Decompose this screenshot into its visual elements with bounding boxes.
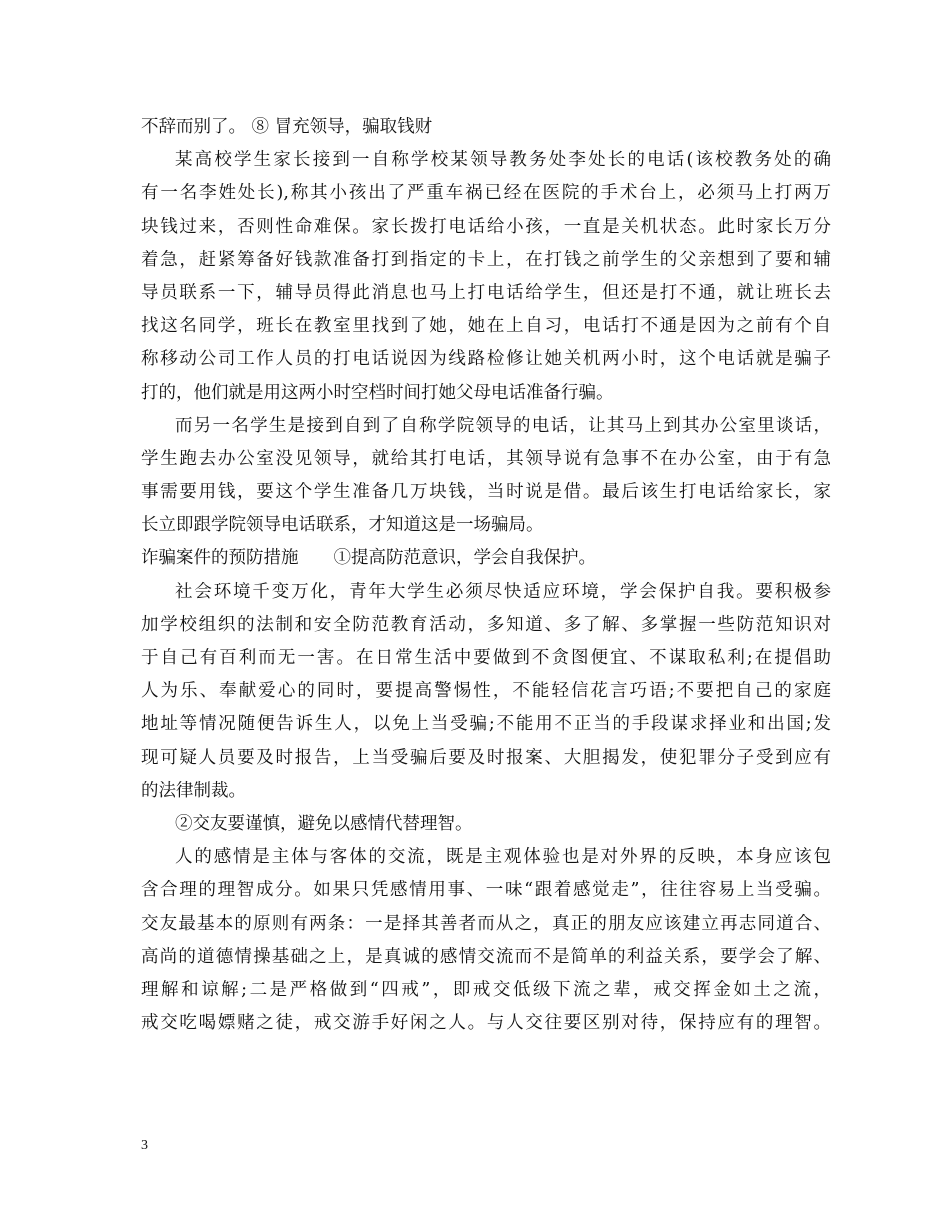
text-line: 不辞而别了。 ⑧ 冒充领导，骗取钱财 — [141, 117, 433, 137]
document-body — [141, 111, 831, 1040]
section-heading: 诈骗案件的预防措施 ①提高防范意识，学会自我保护。 — [141, 548, 596, 569]
text-line: 导员联系一下，辅导员得此消息也马上打电话给学生，但还是打不通，就让班长去 — [141, 282, 831, 303]
text-line: 长立即跟学院领导电话联系，才知道这是一场骗局。 — [141, 515, 544, 536]
paragraph-first-line: 而另一名学生是接到自到了自称学院领导的电话，让其马上到其办公室里谈话， — [175, 415, 831, 436]
text-line: 的法律制裁。 — [141, 780, 246, 801]
text-line: 高尚的道德情操基础之上，是真诚的感情交流而不是简单的利益关系，要学会了解、 — [141, 946, 831, 967]
text-line: 事需要用钱，要这个学生准备几万块钱，当时说是借。最后该生打电话给家长，家 — [141, 482, 831, 503]
text-line: 理解和谅解;二是严格做到“四戒”，即戒交低级下流之辈，戒交挥金如土之流， — [141, 979, 831, 1000]
text-line: 打的，他们就是用这两小时空档时间打她父母电话准备行骗。 — [141, 382, 614, 403]
text-line: 含合理的理智成分。如果只凭感情用事、一味“跟着感觉走”，往往容易上当受骗。 — [141, 880, 831, 901]
paragraph-first-line: 人的感情是主体与客体的交流，既是主观体验也是对外界的反映，本身应该包 — [175, 847, 831, 868]
text-line: 有一名李姓处长),称其小孩出了严重车祸已经在医院的手术台上，必须马上打两万 — [141, 183, 831, 204]
paragraph-first-line: 社会环境千变万化，青年大学生必须尽快适应环境，学会保护自我。要积极参 — [175, 581, 831, 602]
text-line: 戒交吃喝嫖赌之徒，戒交游手好闲之人。与人交往要区别对待，保持应有的理智。 — [141, 1013, 831, 1034]
text-line: 交友最基本的原则有两条：一是择其善者而从之，真正的朋友应该建立再志同道合、 — [141, 913, 831, 934]
text-line: 于自己有百利而无一害。在日常生活中要做到不贪图便宜、不谋取私利;在提倡助 — [141, 648, 831, 668]
text-line: 学生跑去办公室没见领导，就给其打电话，其领导说有急事不在办公室，由于有急 — [141, 448, 831, 469]
text-line: 地址等情况随便告诉生人，以免上当受骗;不能用不正当的手段谋求择业和出国;发 — [141, 714, 831, 735]
text-line: 着急，赶紧筹备好钱款准备打到指定的卡上，在打钱之前学生的父亲想到了要和辅 — [141, 249, 831, 270]
subsection-heading: ②交友要谨慎，避免以感情代替理智。 — [175, 813, 473, 834]
text-line: 加学校组织的法制和安全防范教育活动，多知道、多了解、多掌握一些防范知识对 — [141, 614, 831, 635]
paragraph-first-line: 某高校学生家长接到一自称学校某领导教务处李处长的电话(该校教务处的确 — [175, 150, 831, 171]
text-line: 称移动公司工作人员的打电话说因为线路检修让她关机两小时，这个电话就是骗子 — [141, 349, 831, 370]
text-line: 现可疑人员要及时报告，上当受骗后要及时报案、大胆揭发，使犯罪分子受到应有 — [141, 747, 831, 768]
text-line: 块钱过来，否则性命难保。家长拨打电话给小孩，一直是关机状态。此时家长万分 — [141, 216, 831, 237]
text-line: 找这名同学，班长在教室里找到了她，她在上自习，电话打不通是因为之前有个自 — [141, 316, 831, 337]
page-number: 3 — [141, 1138, 148, 1153]
text-line: 人为乐、奉献爱心的同时，要提高警惕性，不能轻信花言巧语;不要把自己的家庭 — [141, 681, 831, 702]
